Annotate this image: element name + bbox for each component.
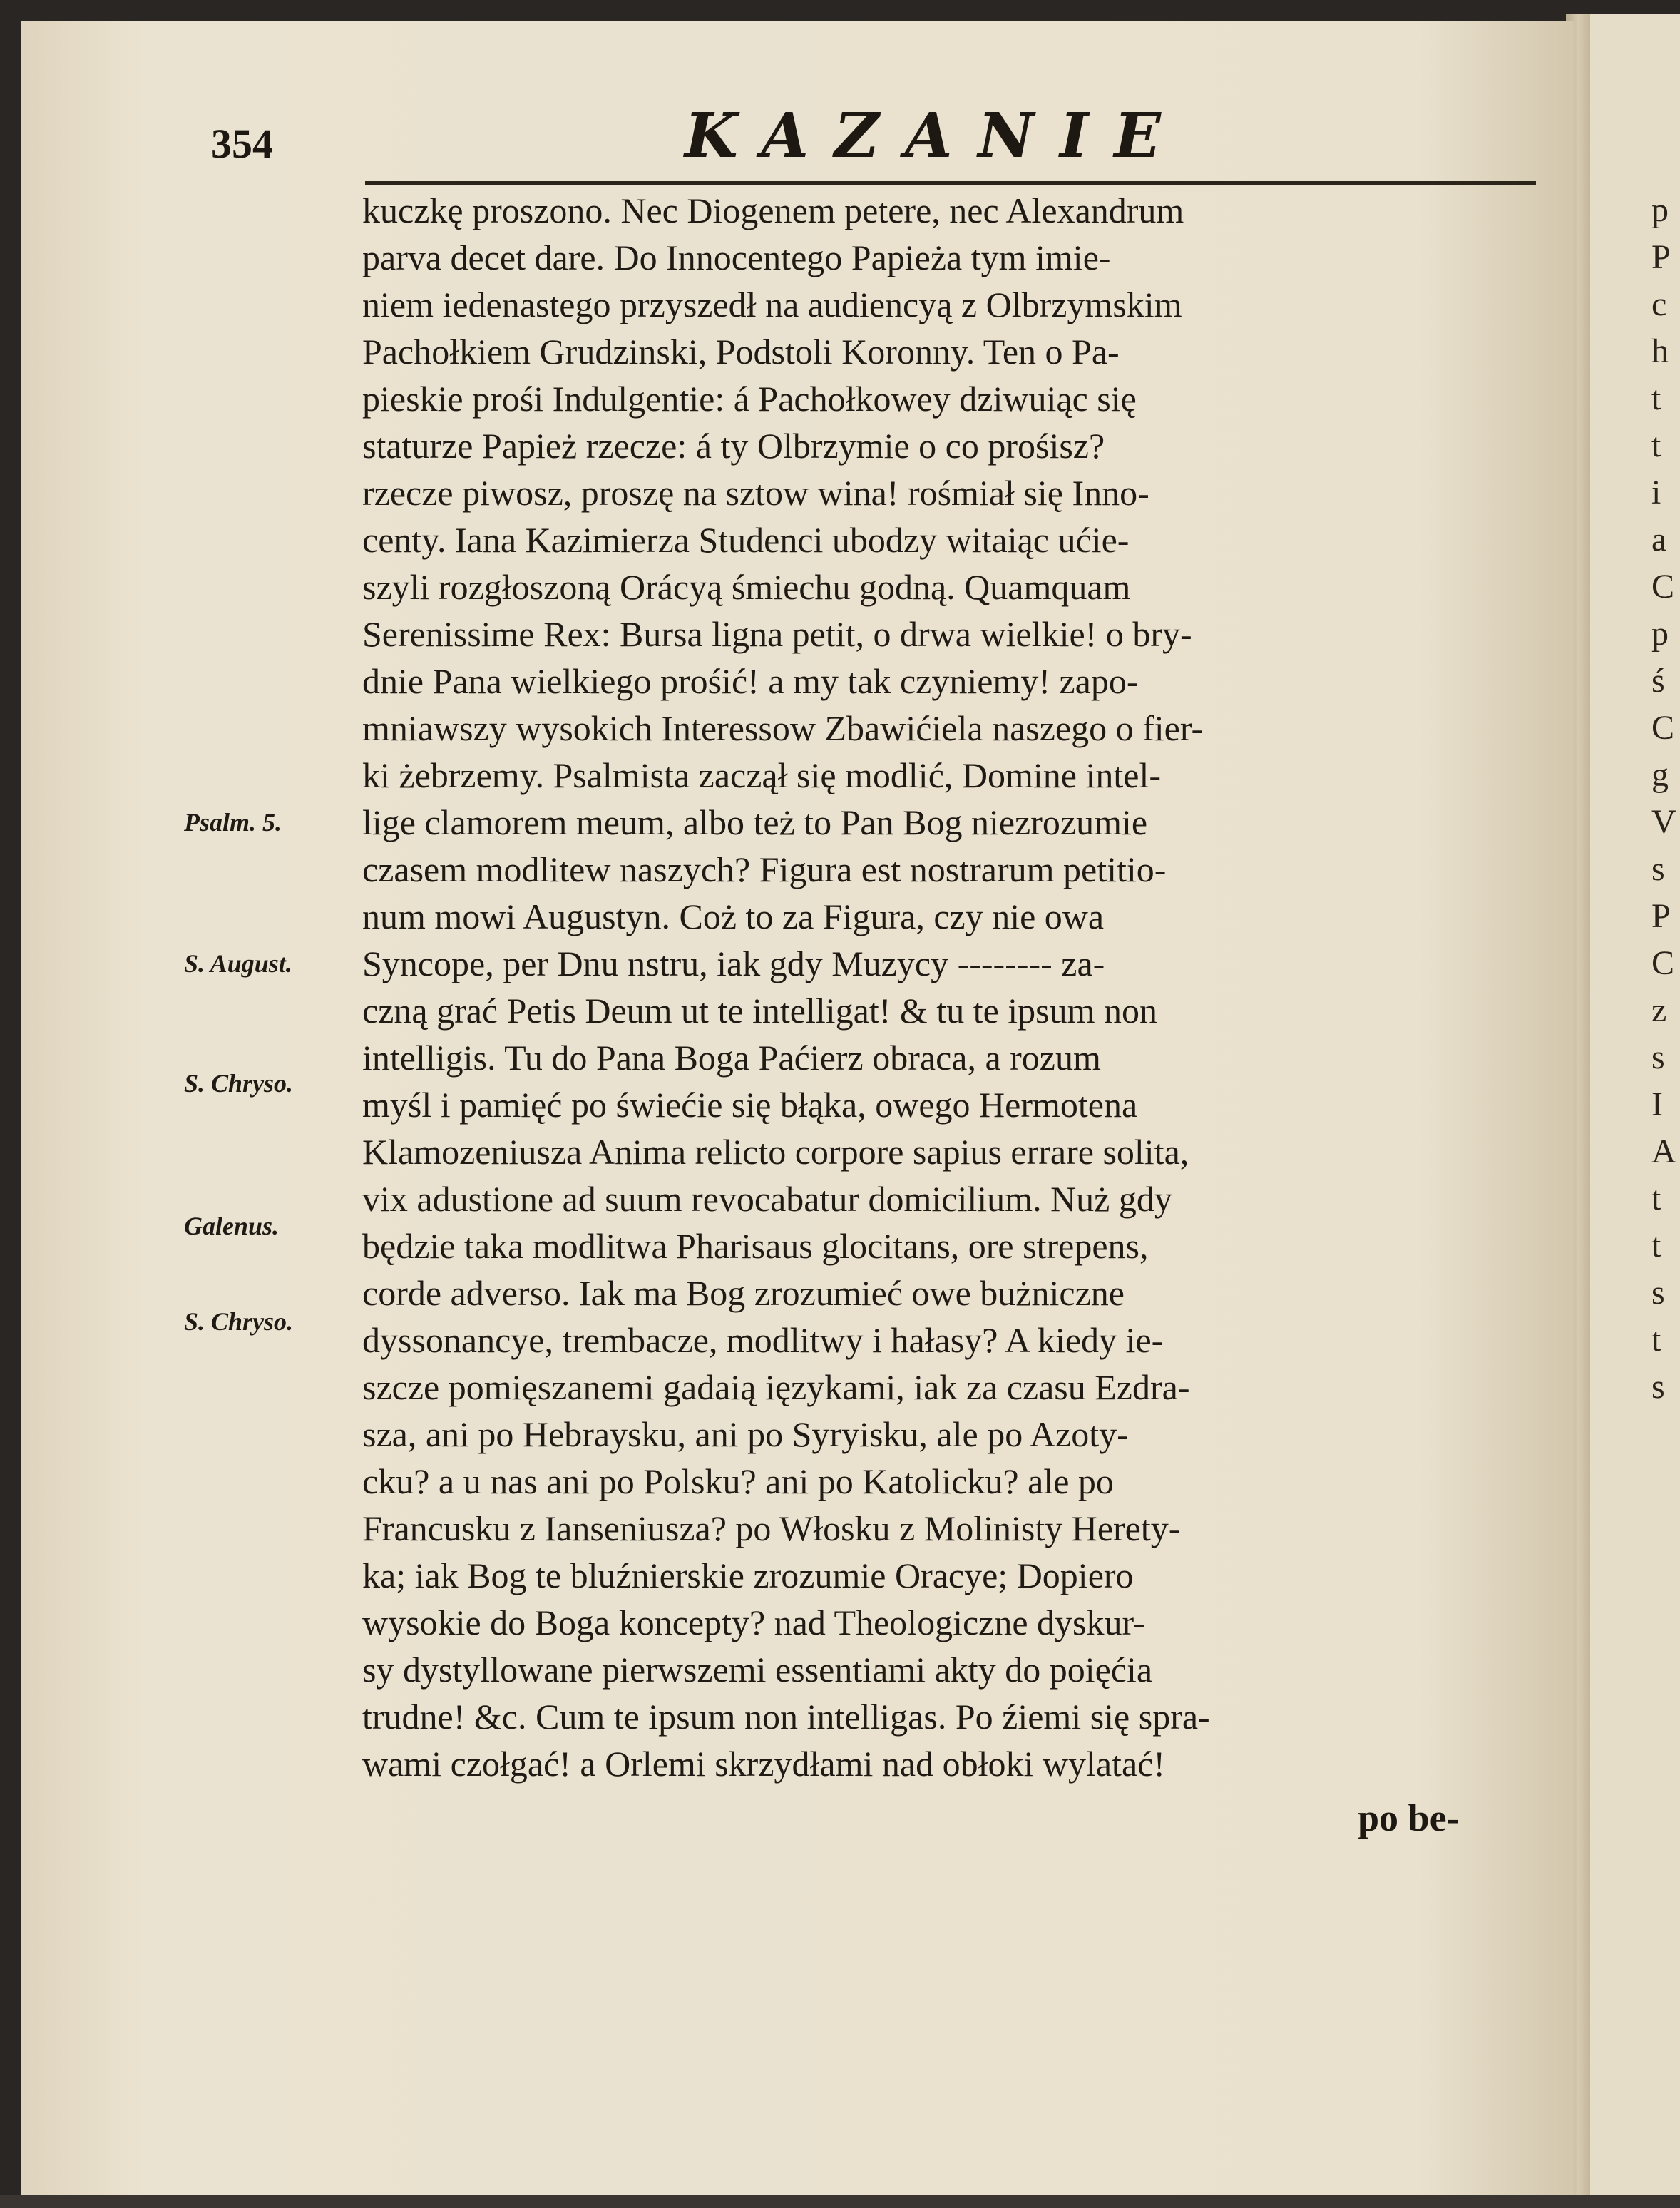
edge-char: c xyxy=(1651,285,1667,323)
text-line: mniawszy wysokich Interessow Zbawićiela naszego o fier- xyxy=(362,708,1204,748)
edge-char: t xyxy=(1651,1227,1661,1264)
facing-page-edge-text xyxy=(1651,187,1680,1411)
edge-char: s xyxy=(1651,1274,1665,1312)
text-line: trudne! &c. Cum te ipsum non intelligas. Po źiemi się spra- xyxy=(362,1697,1210,1737)
text-line: szcze pomięszanemi gadaią ięzykami, iak za czasu Ezdra- xyxy=(362,1367,1190,1407)
text-line: cku? a u nas ani po Polsku? ani po Katolicku? ale po xyxy=(362,1461,1114,1501)
edge-char: I xyxy=(1651,1085,1663,1123)
text-line: vix adustione ad suum revocabatur domicilium. Nuż gdy xyxy=(362,1179,1172,1219)
edge-char: P xyxy=(1651,897,1671,935)
edge-char: a xyxy=(1651,521,1667,558)
text-line: corde adverso. Iak ma Bog zrozumieć owe bużniczne xyxy=(362,1273,1125,1313)
edge-char: V xyxy=(1651,803,1676,841)
edge-char: p xyxy=(1651,191,1669,229)
edge-char: s xyxy=(1651,1368,1665,1406)
text-line: ki żebrzemy. Psalmista zaczął się modlić, Domine intel- xyxy=(362,755,1161,795)
edge-char: C xyxy=(1651,709,1675,747)
text-line: rzecze piwosz, proszę na sztow wina! rośmiał się Inno- xyxy=(362,473,1149,513)
edge-char: g xyxy=(1651,756,1669,794)
catchword: po be- xyxy=(1358,1796,1460,1839)
page-number: 354 xyxy=(211,121,273,167)
margin-note-chrysostom: S. Chryso. xyxy=(184,1069,294,1098)
text-line: Francusku z Ianseniusza? po Włosku z Molinisty Herety- xyxy=(362,1508,1181,1548)
running-title: KAZANIE xyxy=(685,100,1187,172)
margin-note-psalm: Psalm. 5. xyxy=(184,808,282,837)
text-line: czasem modlitew naszych? Figura est nostrarum petitio- xyxy=(362,849,1167,889)
text-line: dyssonancye, trembacze, modlitwy i hałasy? A kiedy ie- xyxy=(362,1320,1164,1360)
margin-note-augustine: S. August. xyxy=(184,949,292,978)
edge-char: t xyxy=(1651,1321,1661,1359)
edge-char: t xyxy=(1651,426,1661,464)
text-line: będzie taka modlitwa Pharisaus glocitans, ore strepens, xyxy=(362,1226,1149,1266)
edge-char: h xyxy=(1651,332,1669,370)
text-line: wysokie do Boga koncepty? nad Theologiczne dyskur- xyxy=(362,1603,1145,1642)
text-line: parva decet dare. Do Innocentego Papieża tym imie- xyxy=(362,237,1111,277)
text-line: niem iedenastego przyszedł na audiencyą z Olbrzymskim xyxy=(362,285,1182,324)
edge-char: A xyxy=(1651,1133,1676,1170)
edge-char: s xyxy=(1651,850,1665,888)
edge-char: C xyxy=(1651,568,1675,605)
text-line: Syncope, per Dnu nstru, iak gdy Muzycy -------- za- xyxy=(362,944,1105,983)
text-line: Pachołkiem Grudzinski, Podstoli Koronny. Ten o Pa- xyxy=(362,332,1120,372)
edge-char: s xyxy=(1651,1038,1665,1076)
text-line: kuczkę proszono. Nec Diogenem petere, nec Alexandrum xyxy=(362,190,1184,230)
text-line: myśl i pamięć po świećie się błąka, owego Hermotena xyxy=(362,1085,1138,1125)
edge-char: C xyxy=(1651,944,1675,982)
text-line: sy dystyllowane pierwszemi essentiami akty do poięćia xyxy=(362,1650,1153,1690)
text-line: lige clamorem meum, albo też to Pan Bog niezrozumie xyxy=(362,802,1148,842)
edge-char: ś xyxy=(1651,662,1665,700)
text-line: sza, ani po Hebraysku, ani po Syryisku, ale po Azoty- xyxy=(362,1414,1129,1454)
text-line: Serenissime Rex: Bursa ligna petit, o drwa wielkie! o bry- xyxy=(362,614,1192,654)
edge-char: P xyxy=(1651,238,1671,276)
edge-char: p xyxy=(1651,615,1669,653)
text-line: dnie Pana wielkiego prośić! a my tak czyniemy! zapo- xyxy=(362,661,1139,701)
edge-char: i xyxy=(1651,474,1661,511)
edge-char: t xyxy=(1651,1180,1661,1217)
text-line: staturze Papież rzecze: á ty Olbrzymie o co prośisz? xyxy=(362,426,1105,466)
edge-char: z xyxy=(1651,991,1667,1029)
text-line: num mowi Augustyn. Coż to za Figura, czy nie owa xyxy=(362,896,1105,936)
margin-note-chrysostom-2: S. Chryso. xyxy=(184,1307,294,1336)
text-line: wami czołgać! a Orlemi skrzydłami nad obłoki wylatać! xyxy=(362,1744,1165,1784)
text-line: szyli rozgłoszoną Orácyą śmiechu godną. Quamquam xyxy=(362,567,1131,607)
text-line: intelligis. Tu do Pana Boga Paćierz obraca, a rozum xyxy=(362,1038,1101,1078)
text-line: pieskie prośi Indulgentie: á Pachołkowey dziwuiąc się xyxy=(362,379,1137,419)
body-text xyxy=(362,187,1546,1787)
margin-note-galenus: Galenus. xyxy=(184,1212,280,1240)
text-line: ka; iak Bog te bluźnierskie zrozumie Oracye; Dopiero xyxy=(362,1555,1134,1595)
edge-char: t xyxy=(1651,379,1661,417)
text-line: centy. Iana Kazimierza Studenci ubodzy witaiąc ućie- xyxy=(362,520,1130,560)
text-line: czną grać Petis Deum ut te intelligat! & tu te ipsum non xyxy=(362,991,1158,1031)
header-rule xyxy=(365,181,1536,185)
text-line: Klamozeniusza Anima relicto corpore sapius errare solita, xyxy=(362,1132,1189,1172)
